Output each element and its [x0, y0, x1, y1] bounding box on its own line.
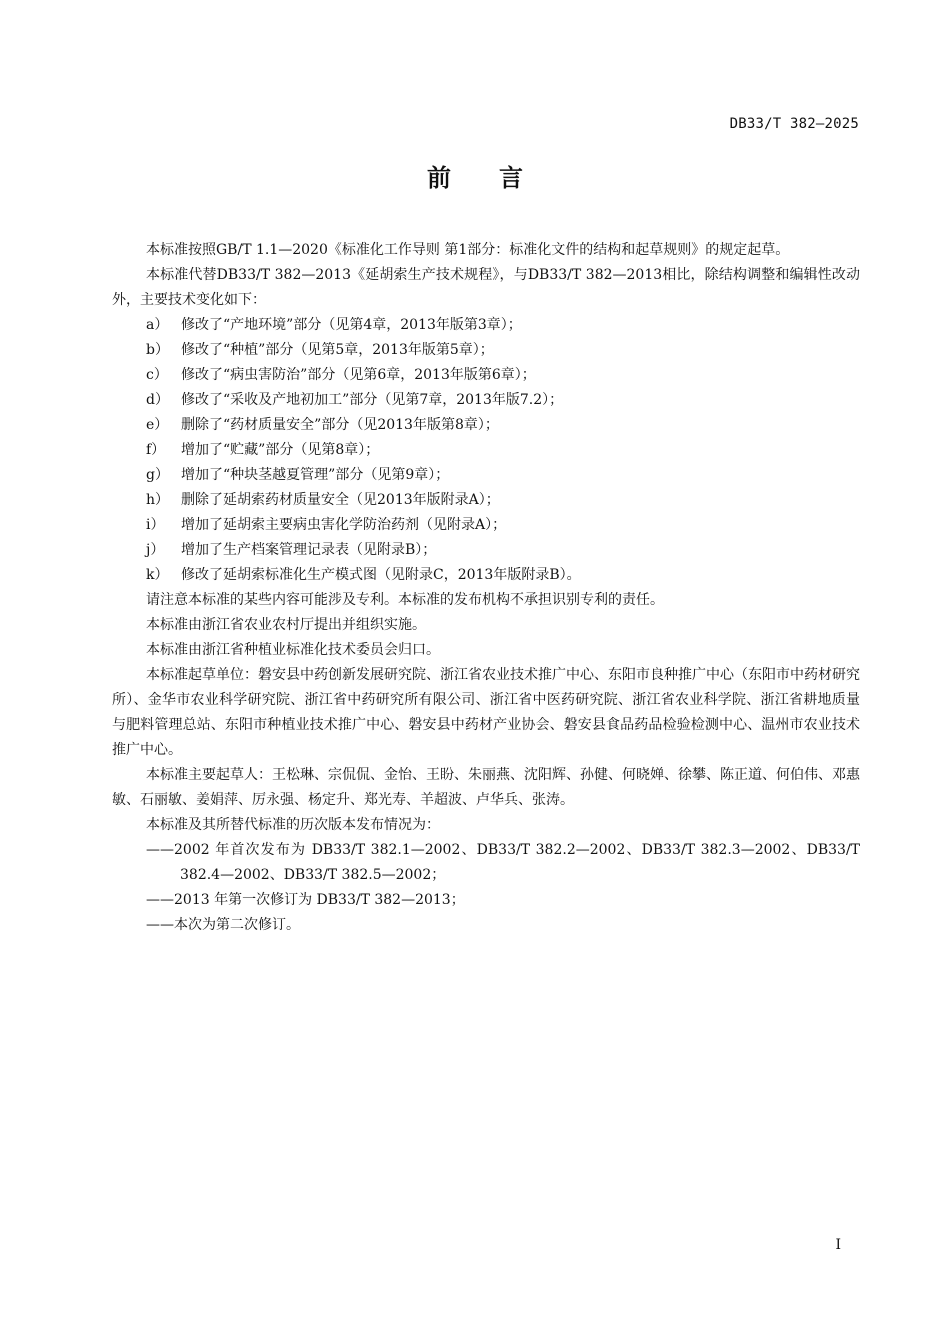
- list-item: [112, 513, 860, 538]
- centralized-paragraph: 本标准由浙江省种植业标准化技术委员会归口。: [146, 642, 440, 658]
- document-code: DB33/T 382—2025: [729, 116, 859, 132]
- foreword-body: [112, 238, 860, 938]
- list-marker: f）: [146, 442, 166, 458]
- list-marker: h）: [146, 492, 170, 508]
- history-item: ——本次为第二次修订。: [146, 917, 300, 933]
- history-item: ——2002 年首次发布为 DB33/T 382.1—2002、DB33/T 382.2—2002、DB33/T 382.3—2002、DB33/T 382.4—2002、DB33/T 382.5—2002；: [146, 842, 860, 883]
- list-item: [112, 363, 860, 388]
- patent-paragraph: 请注意本标准的某些内容可能涉及专利。本标准的发布机构不承担识别专利的责任。: [146, 592, 664, 608]
- list-item: [112, 563, 860, 588]
- list-item-text: 修改了“产地环境”部分（见第4章，2013年版第3章）；: [181, 317, 522, 333]
- list-marker: i）: [146, 517, 165, 533]
- list-item: [112, 338, 860, 363]
- list-item: [112, 313, 860, 338]
- list-item-text: 修改了“病虫害防治”部分（见第6章，2013年版第6章）；: [181, 367, 536, 383]
- list-marker: b）: [146, 342, 169, 358]
- list-item: [112, 538, 860, 563]
- list-item-text: 删除了延胡索药材质量安全（见2013年版附录A）；: [181, 492, 500, 508]
- list-marker: j）: [146, 542, 165, 558]
- list-item-text: 修改了“采收及产地初加工”部分（见第7章，2013年版7.2）；: [181, 392, 564, 408]
- replace-paragraph: 本标准代替DB33/T 382—2013《延胡索生产技术规程》，与DB33/T 382—2013相比，除结构调整和编辑性改动外，主要技术变化如下：: [112, 267, 860, 308]
- drafters-paragraph: 本标准主要起草人：王松琳、宗侃侃、金怡、王盼、朱丽燕、沈阳辉、孙健、何晓婵、徐攀、陈正道、何伯伟、邓惠敏、石丽敏、姜娟萍、厉永强、杨定升、郑光寿、羊超波、卢华兵、张涛。: [112, 767, 860, 808]
- basis-paragraph: 本标准按照GB/T 1.1—2020《标准化工作导则 第1部分：标准化文件的结构和起草规则》的规定起草。: [146, 242, 790, 258]
- history-intro-paragraph: 本标准及其所替代标准的历次版本发布情况为：: [146, 817, 440, 833]
- list-marker: g）: [146, 467, 169, 483]
- list-item-text: 修改了“种植”部分（见第5章，2013年版第5章）；: [181, 342, 494, 358]
- history-item: ——2013 年第一次修订为 DB33/T 382—2013；: [146, 892, 465, 908]
- list-marker: c）: [146, 367, 168, 383]
- list-item-text: 增加了“种块茎越夏管理”部分（见第9章）；: [181, 467, 450, 483]
- list-item: [112, 388, 860, 413]
- list-marker: e）: [146, 417, 169, 433]
- list-marker: d）: [146, 392, 169, 408]
- version-history-list: [112, 838, 860, 938]
- technical-changes-list: [112, 313, 860, 588]
- list-item-text: 增加了生产档案管理记录表（见附录B）；: [181, 542, 437, 558]
- list-item-text: 增加了“贮藏”部分（见第8章）；: [181, 442, 380, 458]
- list-item: [112, 488, 860, 513]
- list-item-text: 修改了延胡索标准化生产模式图（见附录C，2013年版附录B）。: [181, 567, 581, 583]
- list-marker: k）: [146, 567, 169, 583]
- list-item: [112, 413, 860, 438]
- list-marker: a）: [146, 317, 169, 333]
- page-title: 前言: [427, 164, 571, 192]
- list-item: [112, 463, 860, 488]
- list-item: [112, 438, 860, 463]
- proposer-paragraph: 本标准由浙江省农业农村厅提出并组织实施。: [146, 617, 426, 633]
- list-item-text: 增加了延胡索主要病虫害化学防治药剂（见附录A）；: [181, 517, 507, 533]
- page-number: I: [835, 1237, 841, 1253]
- list-item-text: 删除了“药材质量安全”部分（见2013年版第8章）；: [181, 417, 499, 433]
- drafting-units-paragraph: 本标准起草单位：磐安县中药创新发展研究院、浙江省农业技术推广中心、东阳市良种推广中心（东阳市中药材研究所）、金华市农业科学研究院、浙江省中药研究所有限公司、浙江省中医药研究院、浙江省农业科学院、浙江省耕地质量与肥料管理总站、东阳市种植业技术推广中心、磐安县中药材产业协会、磐安县食品药品检验检测中心、温州市农业技术推广中心。: [112, 667, 860, 758]
